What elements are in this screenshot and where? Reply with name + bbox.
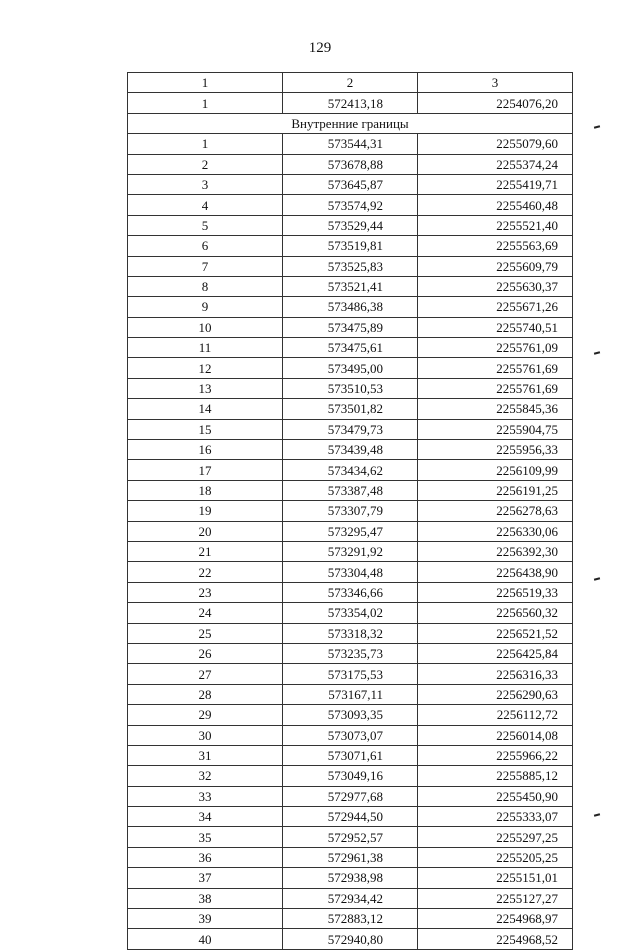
x-coordinate: 572944,50 bbox=[283, 807, 418, 827]
y-coordinate: 2255450,90 bbox=[418, 786, 573, 806]
x-coordinate: 572413,18 bbox=[283, 93, 418, 113]
point-number: 3 bbox=[128, 174, 283, 194]
y-coordinate: 2255521,40 bbox=[418, 215, 573, 235]
x-coordinate: 573544,31 bbox=[283, 134, 418, 154]
point-number: 7 bbox=[128, 256, 283, 276]
y-coordinate: 2254076,20 bbox=[418, 93, 573, 113]
table-row bbox=[128, 603, 573, 623]
table-row bbox=[128, 909, 573, 929]
table-row bbox=[128, 215, 573, 235]
y-coordinate: 2255127,27 bbox=[418, 888, 573, 908]
point-number: 13 bbox=[128, 378, 283, 398]
table-row bbox=[128, 236, 573, 256]
x-coordinate: 573645,87 bbox=[283, 174, 418, 194]
table-row bbox=[128, 786, 573, 806]
header-cell: 2 bbox=[283, 73, 418, 93]
table-row bbox=[128, 195, 573, 215]
table-row bbox=[128, 888, 573, 908]
table-row bbox=[128, 378, 573, 398]
point-number: 4 bbox=[128, 195, 283, 215]
x-coordinate: 573525,83 bbox=[283, 256, 418, 276]
y-coordinate: 2255966,22 bbox=[418, 745, 573, 765]
x-coordinate: 573495,00 bbox=[283, 358, 418, 378]
x-coordinate: 573291,92 bbox=[283, 541, 418, 561]
x-coordinate: 572938,98 bbox=[283, 868, 418, 888]
y-coordinate: 2255630,37 bbox=[418, 276, 573, 296]
x-coordinate: 573318,32 bbox=[283, 623, 418, 643]
table-row bbox=[128, 297, 573, 317]
table-row bbox=[128, 317, 573, 337]
point-number: 18 bbox=[128, 480, 283, 500]
point-number: 10 bbox=[128, 317, 283, 337]
x-coordinate: 573073,07 bbox=[283, 725, 418, 745]
y-coordinate: 2255460,48 bbox=[418, 195, 573, 215]
point-number: 31 bbox=[128, 745, 283, 765]
table-row bbox=[128, 256, 573, 276]
y-coordinate: 2255845,36 bbox=[418, 399, 573, 419]
point-number: 37 bbox=[128, 868, 283, 888]
y-coordinate: 2256316,33 bbox=[418, 664, 573, 684]
table-row bbox=[128, 480, 573, 500]
y-coordinate: 2255079,60 bbox=[418, 134, 573, 154]
point-number: 38 bbox=[128, 888, 283, 908]
margin-mark bbox=[594, 351, 600, 354]
y-coordinate: 2255151,01 bbox=[418, 868, 573, 888]
header-cell: 1 bbox=[128, 73, 283, 93]
point-number: 15 bbox=[128, 419, 283, 439]
coordinates-table bbox=[127, 72, 573, 950]
table-row bbox=[128, 440, 573, 460]
point-number: 29 bbox=[128, 705, 283, 725]
point-number: 26 bbox=[128, 643, 283, 663]
y-coordinate: 2255419,71 bbox=[418, 174, 573, 194]
x-coordinate: 573529,44 bbox=[283, 215, 418, 235]
y-coordinate: 2255761,69 bbox=[418, 378, 573, 398]
x-coordinate: 573093,35 bbox=[283, 705, 418, 725]
point-number: 5 bbox=[128, 215, 283, 235]
point-number: 21 bbox=[128, 541, 283, 561]
table-row bbox=[128, 827, 573, 847]
x-coordinate: 573510,53 bbox=[283, 378, 418, 398]
x-coordinate: 573475,89 bbox=[283, 317, 418, 337]
table-row bbox=[128, 807, 573, 827]
point-number: 1 bbox=[128, 93, 283, 113]
point-number: 39 bbox=[128, 909, 283, 929]
point-number: 14 bbox=[128, 399, 283, 419]
table-row bbox=[128, 664, 573, 684]
y-coordinate: 2255761,09 bbox=[418, 338, 573, 358]
margin-mark bbox=[594, 577, 600, 580]
y-coordinate: 2254968,97 bbox=[418, 909, 573, 929]
x-coordinate: 573521,41 bbox=[283, 276, 418, 296]
table-row bbox=[128, 745, 573, 765]
margin-mark bbox=[594, 125, 600, 128]
x-coordinate: 573387,48 bbox=[283, 480, 418, 500]
point-number: 27 bbox=[128, 664, 283, 684]
table-row bbox=[128, 929, 573, 949]
y-coordinate: 2255740,51 bbox=[418, 317, 573, 337]
section-title: Внутренние границы bbox=[128, 113, 573, 133]
y-coordinate: 2255297,25 bbox=[418, 827, 573, 847]
point-number: 40 bbox=[128, 929, 283, 949]
y-coordinate: 2256109,99 bbox=[418, 460, 573, 480]
page-number: 129 bbox=[308, 40, 332, 56]
table-row bbox=[128, 276, 573, 296]
point-number: 2 bbox=[128, 154, 283, 174]
point-number: 30 bbox=[128, 725, 283, 745]
x-coordinate: 573304,48 bbox=[283, 562, 418, 582]
margin-mark bbox=[594, 813, 600, 816]
y-coordinate: 2254968,52 bbox=[418, 929, 573, 949]
y-coordinate: 2255671,26 bbox=[418, 297, 573, 317]
y-coordinate: 2256521,52 bbox=[418, 623, 573, 643]
x-coordinate: 573434,62 bbox=[283, 460, 418, 480]
y-coordinate: 2256392,30 bbox=[418, 541, 573, 561]
y-coordinate: 2255885,12 bbox=[418, 766, 573, 786]
x-coordinate: 573049,16 bbox=[283, 766, 418, 786]
y-coordinate: 2255609,79 bbox=[418, 256, 573, 276]
table-row bbox=[128, 766, 573, 786]
table-row bbox=[128, 399, 573, 419]
table-row bbox=[128, 541, 573, 561]
y-coordinate: 2256425,84 bbox=[418, 643, 573, 663]
point-number: 36 bbox=[128, 847, 283, 867]
table-row bbox=[128, 623, 573, 643]
table-row bbox=[128, 562, 573, 582]
point-number: 8 bbox=[128, 276, 283, 296]
x-coordinate: 572934,42 bbox=[283, 888, 418, 908]
table-row bbox=[128, 460, 573, 480]
x-coordinate: 572961,38 bbox=[283, 847, 418, 867]
table-row bbox=[128, 174, 573, 194]
x-coordinate: 573071,61 bbox=[283, 745, 418, 765]
x-coordinate: 572977,68 bbox=[283, 786, 418, 806]
point-number: 20 bbox=[128, 521, 283, 541]
y-coordinate: 2256519,33 bbox=[418, 582, 573, 602]
point-number: 33 bbox=[128, 786, 283, 806]
table-row bbox=[128, 521, 573, 541]
point-number: 1 bbox=[128, 134, 283, 154]
x-coordinate: 573235,73 bbox=[283, 643, 418, 663]
y-coordinate: 2256330,06 bbox=[418, 521, 573, 541]
table-row bbox=[128, 868, 573, 888]
y-coordinate: 2256438,90 bbox=[418, 562, 573, 582]
y-coordinate: 2256290,63 bbox=[418, 684, 573, 704]
table-row bbox=[128, 847, 573, 867]
y-coordinate: 2255563,69 bbox=[418, 236, 573, 256]
point-number: 16 bbox=[128, 440, 283, 460]
x-coordinate: 573354,02 bbox=[283, 603, 418, 623]
table-row bbox=[128, 154, 573, 174]
table-row bbox=[128, 705, 573, 725]
y-coordinate: 2255374,24 bbox=[418, 154, 573, 174]
point-number: 17 bbox=[128, 460, 283, 480]
header-row bbox=[128, 73, 573, 93]
point-number: 25 bbox=[128, 623, 283, 643]
x-coordinate: 573486,38 bbox=[283, 297, 418, 317]
y-coordinate: 2255333,07 bbox=[418, 807, 573, 827]
header-cell: 3 bbox=[418, 73, 573, 93]
table-row bbox=[128, 582, 573, 602]
y-coordinate: 2255904,75 bbox=[418, 419, 573, 439]
table-row bbox=[128, 643, 573, 663]
x-coordinate: 572883,12 bbox=[283, 909, 418, 929]
point-number: 34 bbox=[128, 807, 283, 827]
section-row bbox=[128, 113, 573, 133]
y-coordinate: 2256014,08 bbox=[418, 725, 573, 745]
x-coordinate: 573175,53 bbox=[283, 664, 418, 684]
table-row bbox=[128, 358, 573, 378]
point-number: 24 bbox=[128, 603, 283, 623]
x-coordinate: 573439,48 bbox=[283, 440, 418, 460]
y-coordinate: 2255956,33 bbox=[418, 440, 573, 460]
x-coordinate: 573295,47 bbox=[283, 521, 418, 541]
point-number: 6 bbox=[128, 236, 283, 256]
point-number: 9 bbox=[128, 297, 283, 317]
x-coordinate: 573307,79 bbox=[283, 501, 418, 521]
x-coordinate: 572940,80 bbox=[283, 929, 418, 949]
y-coordinate: 2256191,25 bbox=[418, 480, 573, 500]
point-number: 12 bbox=[128, 358, 283, 378]
x-coordinate: 573519,81 bbox=[283, 236, 418, 256]
table-row bbox=[128, 501, 573, 521]
y-coordinate: 2255205,25 bbox=[418, 847, 573, 867]
point-number: 35 bbox=[128, 827, 283, 847]
table-row bbox=[128, 684, 573, 704]
point-number: 19 bbox=[128, 501, 283, 521]
table-body bbox=[128, 73, 573, 950]
point-number: 22 bbox=[128, 562, 283, 582]
point-number: 11 bbox=[128, 338, 283, 358]
x-coordinate: 573501,82 bbox=[283, 399, 418, 419]
x-coordinate: 573678,88 bbox=[283, 154, 418, 174]
y-coordinate: 2256278,63 bbox=[418, 501, 573, 521]
table-row bbox=[128, 725, 573, 745]
y-coordinate: 2255761,69 bbox=[418, 358, 573, 378]
table-row bbox=[128, 93, 573, 113]
table-row bbox=[128, 419, 573, 439]
x-coordinate: 573479,73 bbox=[283, 419, 418, 439]
point-number: 23 bbox=[128, 582, 283, 602]
y-coordinate: 2256112,72 bbox=[418, 705, 573, 725]
x-coordinate: 573167,11 bbox=[283, 684, 418, 704]
table-row bbox=[128, 338, 573, 358]
point-number: 28 bbox=[128, 684, 283, 704]
x-coordinate: 572952,57 bbox=[283, 827, 418, 847]
y-coordinate: 2256560,32 bbox=[418, 603, 573, 623]
x-coordinate: 573346,66 bbox=[283, 582, 418, 602]
x-coordinate: 573574,92 bbox=[283, 195, 418, 215]
point-number: 32 bbox=[128, 766, 283, 786]
table-row bbox=[128, 134, 573, 154]
x-coordinate: 573475,61 bbox=[283, 338, 418, 358]
